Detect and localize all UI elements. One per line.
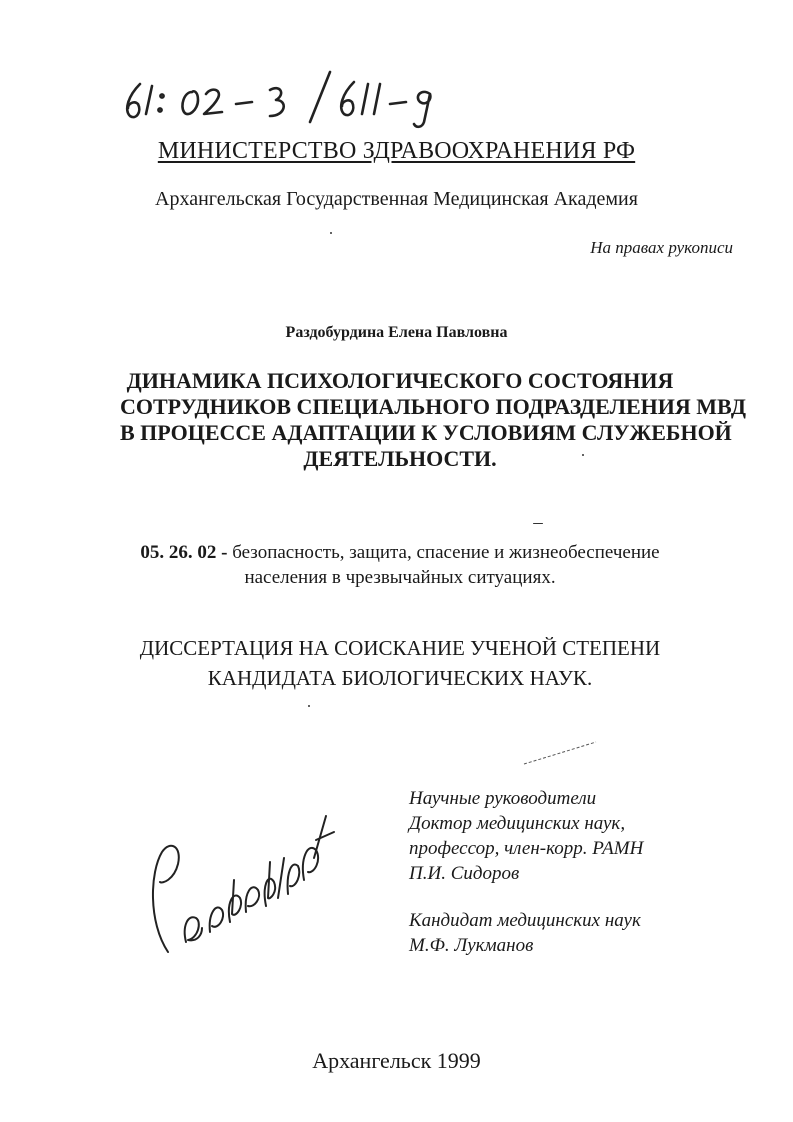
- scan-speck: [582, 454, 584, 456]
- specialty-description: безопасность, защита, спасение и жизнеобеспечение: [232, 542, 660, 563]
- advisor-line: Кандидат медицинских наук: [409, 910, 641, 931]
- ministry-heading: МИНИСТЕРСТВО ЗДРАВООХРАНЕНИЯ РФ: [157, 138, 636, 164]
- scan-speck: [330, 232, 332, 234]
- scan-speck: [533, 523, 543, 524]
- city-and-year: Архангельск 1999: [312, 1048, 481, 1073]
- specialty-line-2: населения в чрезвычайных ситуациях.: [244, 567, 556, 588]
- author-name: Раздобурдина Елена Павловна: [285, 324, 508, 341]
- specialty-line-1: [100, 540, 700, 565]
- scan-speck: [308, 705, 310, 707]
- advisors-block: [409, 786, 739, 958]
- advisor-line: П.И. Сидоров: [409, 863, 520, 884]
- handwritten-signature: [138, 802, 338, 972]
- advisor-line: Доктор медицинских наук,: [409, 813, 626, 834]
- advisors-heading: Научные руководители: [409, 788, 597, 809]
- pen-stroke-mark: [520, 738, 600, 768]
- specialty-code: 05. 26. 02 -: [140, 542, 228, 563]
- degree-line: КАНДИДАТА БИОЛОГИЧЕСКИХ НАУК.: [207, 666, 593, 690]
- advisor-gap: [409, 886, 739, 908]
- academy-name: Архангельская Государственная Медицинская Академия: [155, 188, 638, 210]
- advisor-line: профессор, член-корр. РАМН: [409, 838, 644, 859]
- degree-statement: [100, 633, 700, 693]
- title-line: В ПРОЦЕССЕ АДАПТАЦИИ К УСЛОВИЯМ СЛУЖЕБНОЙ: [120, 420, 732, 445]
- specialty-block: [100, 540, 700, 590]
- title-line: СОТРУДНИКОВ СПЕЦИАЛЬНОГО ПОДРАЗДЕЛЕНИЯ МВД: [120, 394, 746, 419]
- manuscript-rights-note: На правах рукописи: [590, 238, 733, 257]
- dissertation-title: [120, 368, 746, 472]
- degree-line: ДИССЕРТАЦИЯ НА СОИСКАНИЕ УЧЕНОЙ СТЕПЕНИ: [139, 636, 661, 660]
- title-line: ДИНАМИКА ПСИХОЛОГИЧЕСКОГО СОСТОЯНИЯ: [126, 368, 674, 393]
- advisor-line: М.Ф. Лукманов: [409, 935, 534, 956]
- handwritten-archive-code: [118, 62, 478, 132]
- title-line: ДЕЯТЕЛЬНОСТИ.: [303, 446, 497, 471]
